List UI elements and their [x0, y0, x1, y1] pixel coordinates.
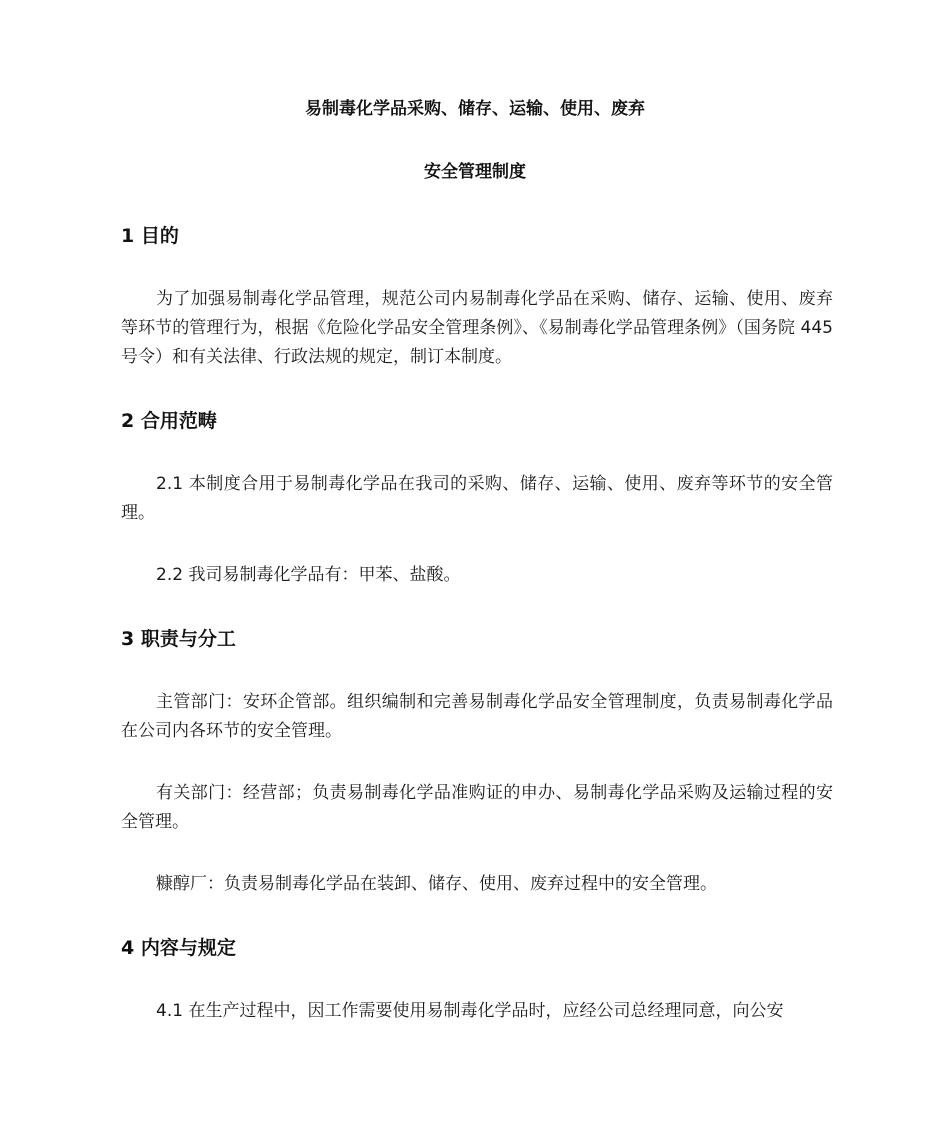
document-title-line-2: 安全管理制度 [424, 162, 526, 182]
document-title-line-1: 易制毒化学品采购、储存、运输、使用、废弃 [305, 99, 645, 119]
section-paragraph-responsibilities-3: 糠醇厂：负责易制毒化学品在装卸、储存、使用、废弃过程中的安全管理。 [156, 874, 717, 894]
section-heading-purpose: 1 目的 [121, 225, 179, 247]
section-paragraph-content-1: 4.1 在生产过程中，因工作需要使用易制毒化学品时，应经公司总经理同意，向公安 [156, 1001, 784, 1021]
section-paragraph-purpose: 为了加强易制毒化学品管理，规范公司内易制毒化学品在采购、储存、运输、使用、废弃等环节的管理行为，根据《危险化学品安全管理条例》、《易制毒化学品管理条例》（国务院 445 号令）和有关法律、行政法规的规定，制订本制度。 [121, 289, 833, 367]
section-paragraph-responsibilities-1: 主管部门：安环企管部。组织编制和完善易制毒化学品安全管理制度，负责易制毒化学品在公司内各环节的安全管理。 [121, 692, 833, 741]
section-heading-content: 4 内容与规定 [121, 937, 236, 959]
section-paragraph-scope-1: 2.1 本制度合用于易制毒化学品在我司的采购、储存、运输、使用、废弃等环节的安全管理。 [121, 474, 833, 523]
section-paragraph-responsibilities-2: 有关部门：经营部；负责易制毒化学品准购证的申办、易制毒化学品采购及运输过程的安全管理。 [121, 783, 833, 832]
section-heading-responsibilities: 3 职责与分工 [121, 628, 236, 650]
section-paragraph-scope-2: 2.2 我司易制毒化学品有：甲苯、盐酸。 [156, 565, 461, 585]
section-heading-scope: 2 合用范畴 [121, 410, 217, 432]
